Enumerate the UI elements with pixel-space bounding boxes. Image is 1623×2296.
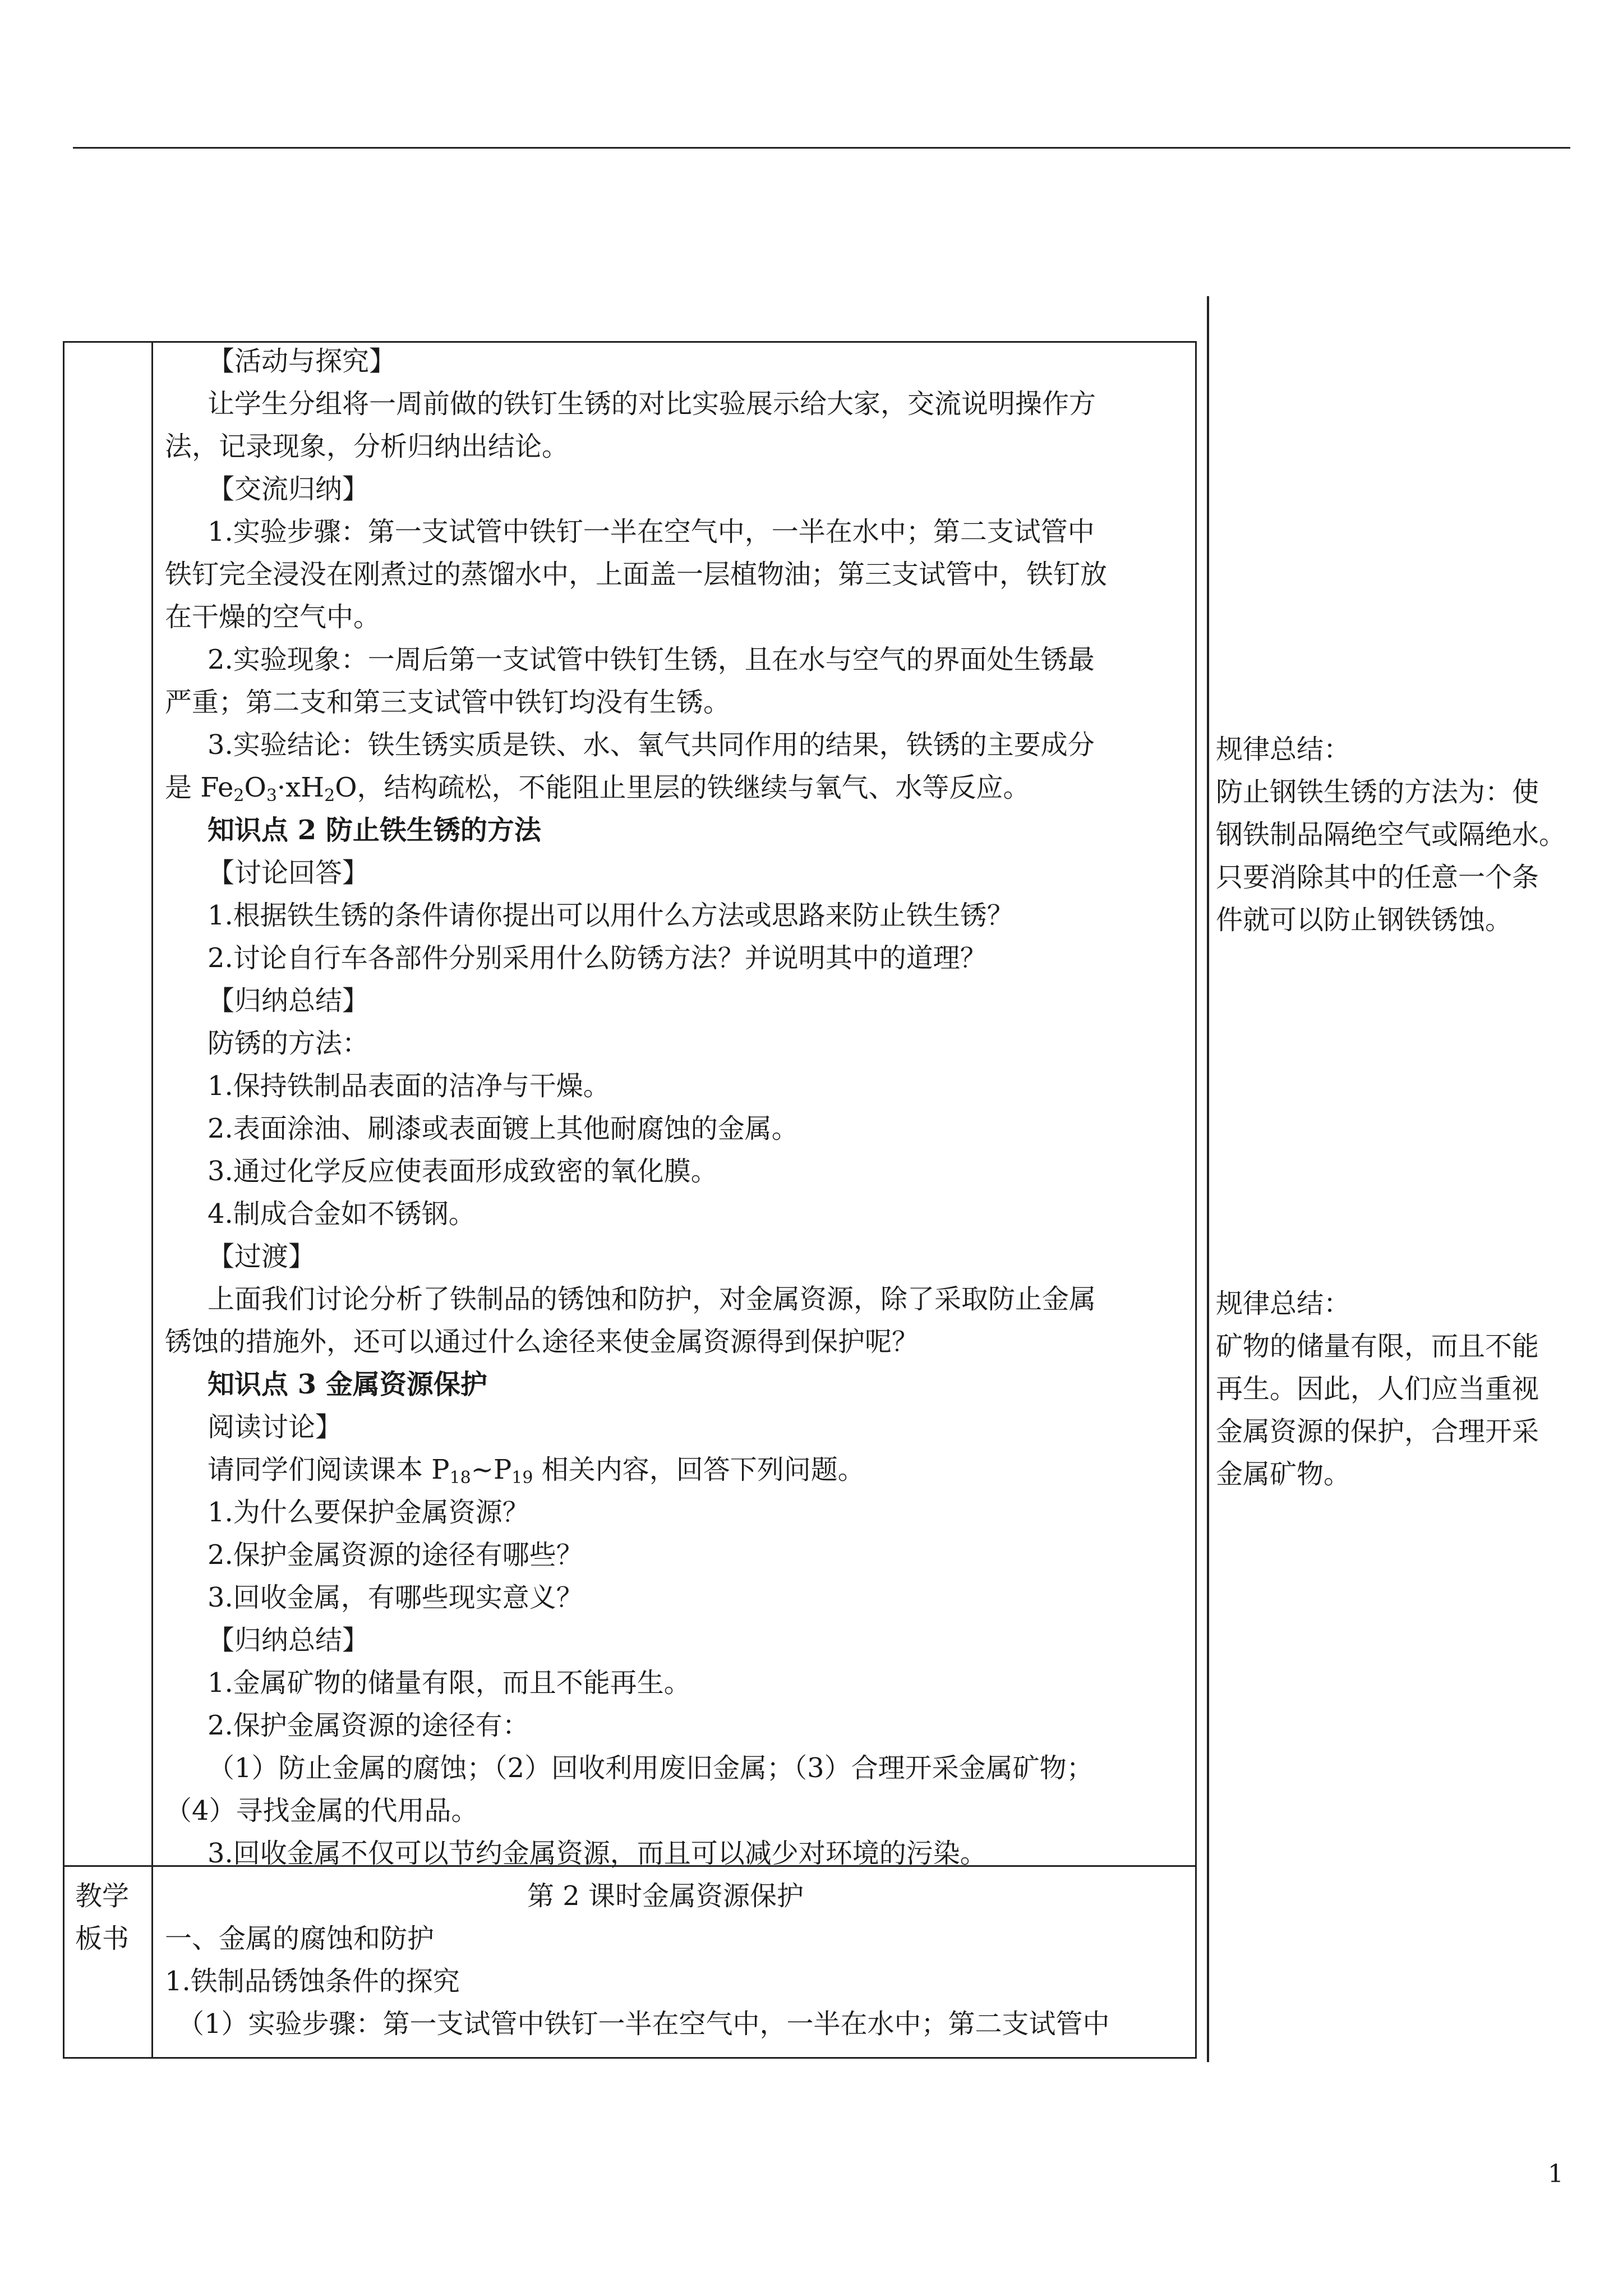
margin-column-rule <box>1207 296 1209 2062</box>
rust-prevention-method: 1.保持铁制品表面的洁净与干燥。 <box>208 1070 610 1102</box>
summary-item: （4）寻找金属的代用品。 <box>165 1795 478 1826</box>
reading-instruction: 请同学们阅读课本 $P_{18}\sim P_{19}$ 相关内容，回答下列问题。 <box>208 1454 865 1488</box>
rust-prevention-method: 3.通过化学反应使表面形成致密的氧化膜。 <box>208 1156 718 1187</box>
reading-question: 1.为什么要保护金属资源？ <box>208 1497 529 1528</box>
page-number: 1 <box>1548 2160 1564 2188</box>
experiment-steps: 铁钉完全浸没在刚煮过的蒸馏水中，上面盖一层植物油；第三支试管中，铁钉放 <box>165 559 1108 590</box>
knowledge-point-3-heading: 知识点 3 金属资源保护 <box>208 1369 487 1400</box>
discuss-heading: 【讨论回答】 <box>208 857 370 889</box>
side-note-text: 件就可以防止钢铁锈蚀。 <box>1216 904 1513 936</box>
summary-heading: 【归纳总结】 <box>208 985 370 1016</box>
activity-text: 法，记录现象，分析归纳出结论。 <box>165 431 569 462</box>
discussion-question: 1.根据铁生锈的条件请你提出可以用什么方法或思路来防止铁生锈？ <box>208 900 1014 931</box>
reading-question: 2.保护金属资源的途径有哪些？ <box>208 1539 583 1571</box>
experiment-phenomenon: 2.实验现象：一周后第一支试管中铁钉生锈，且在水与空气的界面处生锈最 <box>208 644 1095 675</box>
board-label: 板书 <box>75 1923 130 1954</box>
side-note-title: 规律总结： <box>1216 1288 1351 1319</box>
activity-text: 让学生分组将一周前做的铁钉生锈的对比实验展示给大家，交流说明操作方 <box>208 388 1096 420</box>
side-note-text: 防止钢铁生锈的方法为：使 <box>1216 776 1539 808</box>
experiment-steps: 1.实验步骤：第一支试管中铁钉一半在空气中，一半在水中；第二支试管中 <box>208 516 1095 547</box>
side-note-text: 钢铁制品隔绝空气或隔绝水。 <box>1216 819 1566 850</box>
discussion-question: 2.讨论自行车各部件分别采用什么防锈方法？并说明其中的道理？ <box>208 942 987 974</box>
experiment-conclusion: 是 $Fe_2O_3\cdot xH_2O$，结构疏松，不能阻止里层的铁继续与氧气、水等反应。 <box>165 772 1030 806</box>
side-note-title: 规律总结： <box>1216 734 1351 765</box>
rust-prevention-method: 4.制成合金如不锈钢。 <box>208 1198 476 1230</box>
summary-item: 3.回收金属不仅可以节约金属资源，而且可以减少对环境的污染。 <box>208 1838 987 1869</box>
board-part-heading: 一、金属的腐蚀和防护 <box>165 1923 435 1954</box>
transition-text: 上面我们讨论分析了铁制品的锈蚀和防护，对金属资源，除了采取防止金属 <box>208 1283 1096 1315</box>
experiment-conclusion: 3.实验结论：铁生锈实质是铁、水、氧气共同作用的结果，铁锈的主要成分 <box>208 729 1095 761</box>
side-note-text: 金属矿物。 <box>1216 1458 1351 1490</box>
knowledge-point-2-heading: 知识点 2 防止铁生锈的方法 <box>208 815 541 846</box>
summary-item: （1）防止金属的腐蚀；（2）回收利用废旧金属；（3）合理开采金属矿物； <box>208 1752 1094 1784</box>
summary-heading: 【交流归纳】 <box>208 473 370 505</box>
board-item: （1）实验步骤：第一支试管中铁钉一半在空气中，一半在水中；第二支试管中 <box>177 2008 1110 2040</box>
rust-prevention-method: 2.表面涂油、刷漆或表面镀上其他耐腐蚀的金属。 <box>208 1113 799 1144</box>
reading-question: 3.回收金属，有哪些现实意义？ <box>208 1582 583 1613</box>
experiment-steps: 在干燥的空气中。 <box>165 601 381 633</box>
summary-item: 2.保护金属资源的途径有： <box>208 1710 529 1741</box>
activity-heading: 【活动与探究】 <box>208 346 396 377</box>
board-label: 教学 <box>75 1880 130 1912</box>
header-rule <box>73 147 1570 149</box>
side-note-text: 矿物的储量有限，而且不能 <box>1216 1331 1539 1362</box>
board-item: 1.铁制品锈蚀条件的探究 <box>165 1966 460 1997</box>
summary-item: 1.金属矿物的储量有限，而且不能再生。 <box>208 1667 691 1699</box>
transition-text: 锈蚀的措施外，还可以通过什么途径来使金属资源得到保护呢？ <box>165 1326 919 1358</box>
transition-heading: 【过渡】 <box>208 1241 316 1272</box>
side-note-text: 再生。因此，人们应当重视 <box>1216 1373 1539 1405</box>
board-title: 第 2 课时金属资源保护 <box>527 1880 804 1912</box>
label-column-divider <box>151 343 153 2057</box>
read-heading: 阅读讨论】 <box>208 1411 343 1443</box>
rust-prevention-title: 防锈的方法： <box>208 1028 370 1059</box>
side-note-text: 只要消除其中的任意一个条 <box>1216 862 1539 893</box>
summary-heading: 【归纳总结】 <box>208 1625 370 1656</box>
side-note-text: 金属资源的保护，合理开采 <box>1216 1416 1539 1447</box>
experiment-phenomenon: 严重；第二支和第三支试管中铁钉均没有生锈。 <box>165 687 731 718</box>
